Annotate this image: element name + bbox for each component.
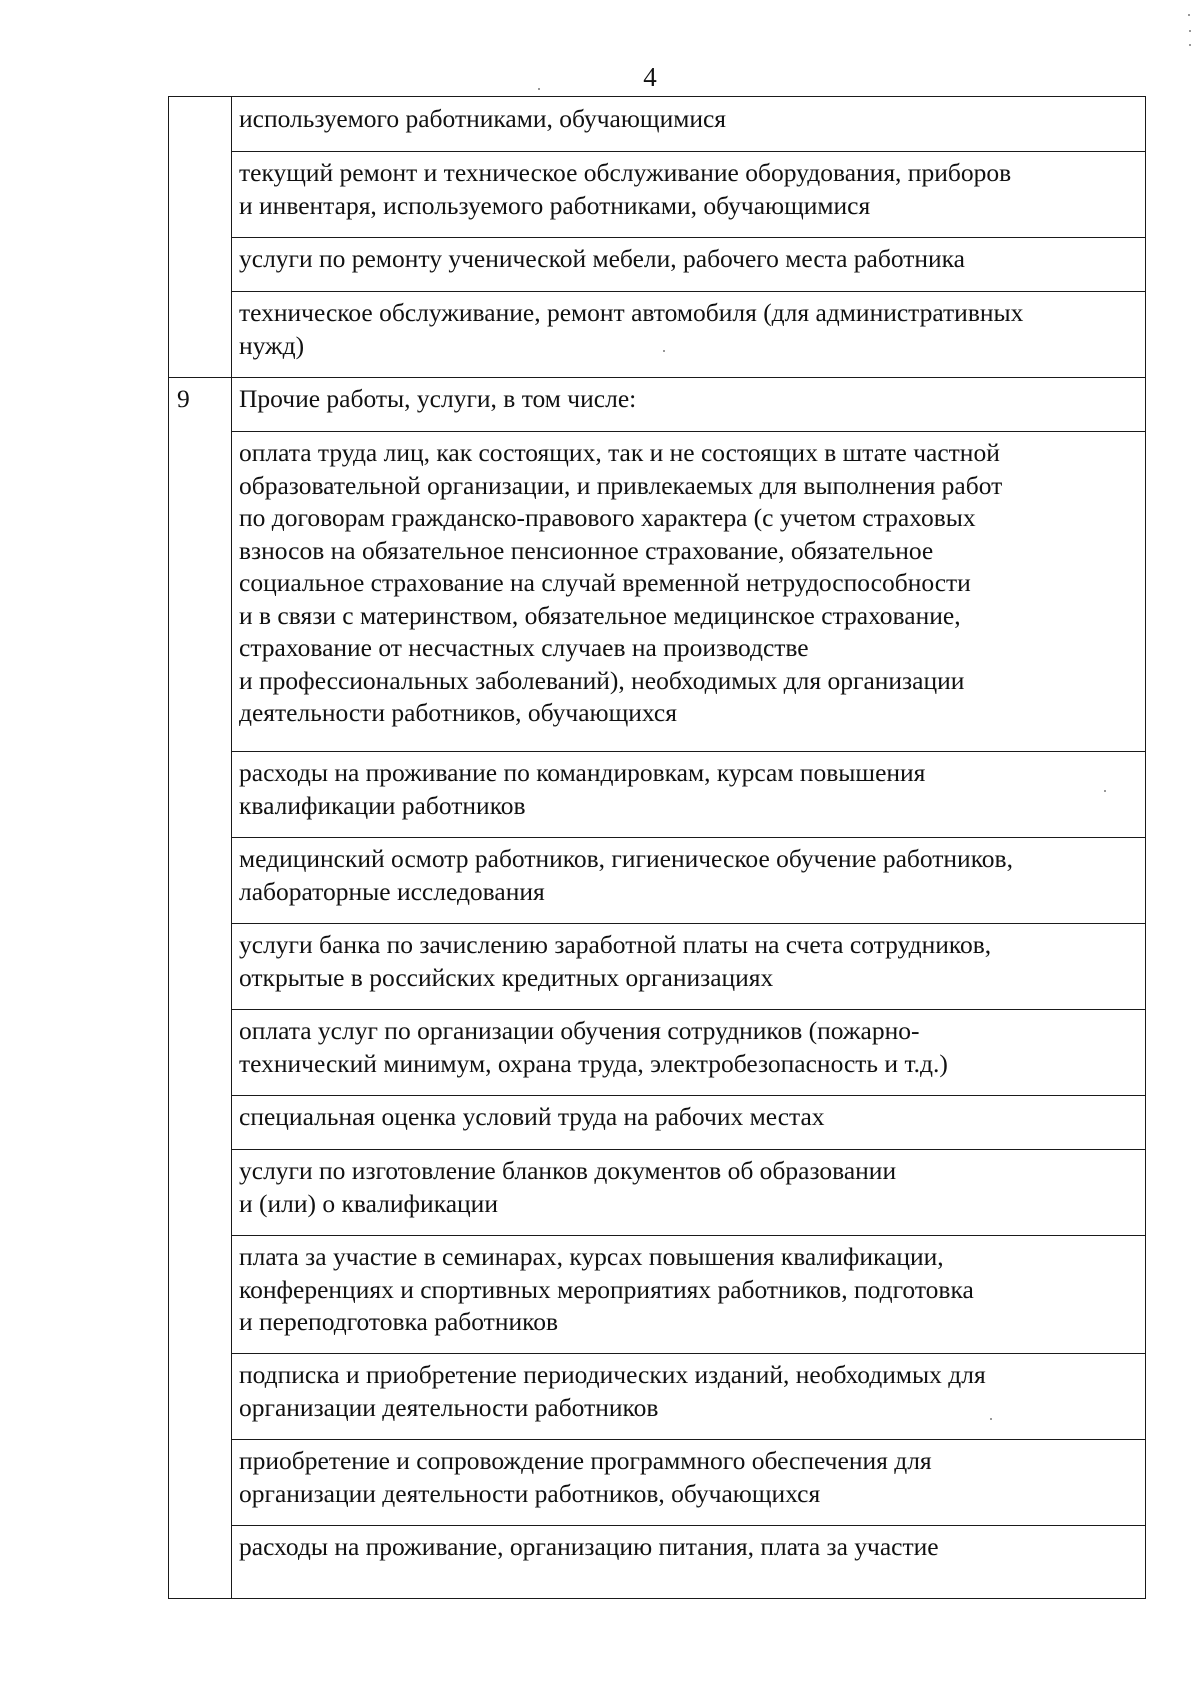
table-row [169, 837, 1145, 923]
row-separator [231, 1525, 1145, 1526]
table-row [169, 97, 1145, 151]
row-text-cell: услуги банка по зачислению заработной платы на счета сотрудников, открытые в российских кредитных организациях [239, 930, 992, 992]
row-separator [231, 237, 1145, 238]
row-separator [231, 431, 1145, 432]
row-separator [231, 923, 1145, 924]
row-text-cell: приобретение и сопровождение программного обеспечения для организации деятельности работников, обучающихся [239, 1446, 932, 1508]
row-text-cell: техническое обслуживание, ремонт автомобиля (для административных нужд) [239, 298, 1024, 360]
row-separator [231, 151, 1145, 152]
row-text-cell: услуги по ремонту ученической мебели, рабочего места работника [239, 244, 966, 273]
page-number: 4 [643, 62, 657, 92]
table-row [169, 1009, 1145, 1095]
table-row [169, 1525, 1145, 1600]
table-row [169, 237, 1145, 291]
table-row [169, 291, 1145, 377]
row-text-cell: специальная оценка условий труда на рабочих местах [239, 1102, 825, 1131]
table-row [169, 1353, 1145, 1439]
row-separator [231, 291, 1145, 292]
table-row [169, 151, 1145, 237]
table-row [169, 1149, 1145, 1235]
row-text-cell: оплата услуг по организации обучения сотрудников (пожарно- технический минимум, охрана труда, электробезопасность и т.д.) [239, 1016, 948, 1078]
table-row [169, 431, 1145, 751]
row-number-cell: 9 [177, 384, 190, 413]
table-row [169, 1095, 1145, 1149]
row-separator [231, 1235, 1145, 1236]
row-text-cell: услуги по изготовление бланков документов об образовании и (или) о квалификации [239, 1156, 897, 1218]
table-row [169, 751, 1145, 837]
row-text-cell: плата за участие в семинарах, курсах повышения квалификации, конференциях и спортивных мероприятиях работников, подготовка и переподготовка работников [239, 1242, 974, 1336]
row-separator [231, 1095, 1145, 1096]
row-separator [169, 377, 1145, 378]
row-text-cell: расходы на проживание, организацию питания, плата за участие [239, 1532, 939, 1561]
row-separator [231, 1439, 1145, 1440]
table-row [169, 377, 1145, 431]
row-separator [231, 1149, 1145, 1150]
table-row [169, 923, 1145, 1009]
row-text-cell: Прочие работы, услуги, в том числе: [239, 384, 637, 413]
row-text-cell: расходы на проживание по командировкам, курсам повышения квалификации работников [239, 758, 926, 820]
row-separator [231, 1353, 1145, 1354]
row-text-cell: подписка и приобретение периодических изданий, необходимых для организации деятельности работников [239, 1360, 986, 1422]
row-separator [231, 1009, 1145, 1010]
row-text-cell: используемого работниками, обучающимися [239, 104, 727, 133]
table-row [169, 1439, 1145, 1525]
row-text-cell: оплата труда лиц, как состоящих, так и не состоящих в штате частной образовательной организации, и привлекаемых для выполнения работ по договорам гражданско-правового характера (с учетом страховых взносов на обязательное пенсионное страхование, обязательное социальное страхование на случай временной нетрудоспособности и в связи с материнством, обязательное медицинское страхование, страхование от несчастных случаев на производстве и профессиональных заболеваний), необходимых для организации деятельности работников, обучающихся [239, 438, 1003, 727]
row-separator [231, 751, 1145, 752]
table-row [169, 1235, 1145, 1353]
row-text-cell: текущий ремонт и техническое обслуживание оборудования, приборов и инвентаря, используемого работниками, обучающимися [239, 158, 1012, 220]
expenses-table [168, 96, 1146, 1599]
row-text-cell: медицинский осмотр работников, гигиеническое обучение работников, лабораторные исследования [239, 844, 1013, 906]
row-separator [231, 837, 1145, 838]
